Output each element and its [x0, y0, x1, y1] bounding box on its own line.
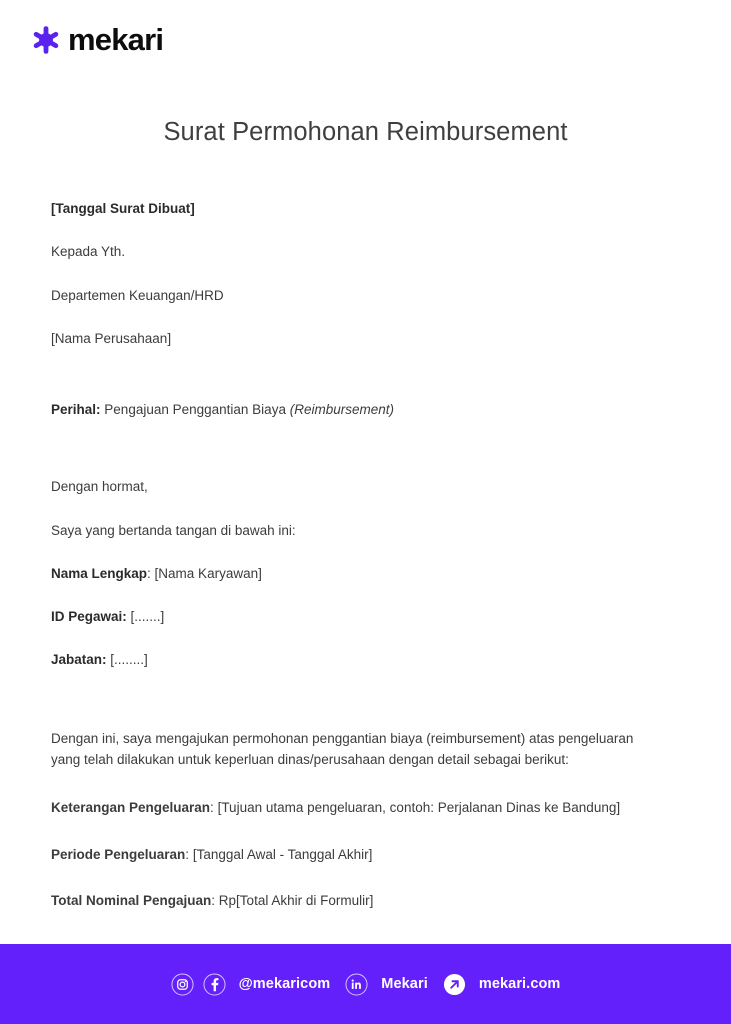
social-handle[interactable]: @mekaricom [238, 976, 331, 992]
subject-text: Pengajuan Penggantian Biaya [104, 402, 286, 417]
detail-label-period: Periode Pengeluaran [51, 846, 186, 862]
identity-label-employee-id: ID Pegawai: [51, 609, 127, 624]
brand-logo [31, 24, 163, 55]
identity-row-name [51, 564, 663, 584]
detail-row-period [51, 844, 659, 866]
letter-subject [51, 400, 663, 420]
brand-wordmark: mekari [68, 22, 164, 57]
arrow-up-right-icon[interactable] [443, 973, 466, 996]
detail-row-description [51, 797, 659, 819]
detail-sep-period: : [185, 846, 193, 862]
detail-value-description: [Tujuan utama pengeluaran, contoh: Perjalanan Dinas ke Bandung] [217, 800, 621, 816]
footer-content [171, 973, 561, 996]
letter-date [51, 199, 663, 219]
linkedin-icon[interactable] [345, 973, 368, 996]
facebook-icon[interactable] [203, 973, 226, 996]
letter-body [51, 199, 663, 937]
identity-row-position [51, 650, 663, 670]
letter-date-text: [Tanggal Surat Dibuat] [51, 201, 195, 216]
letter-department: Departemen Keuangan/HRD [51, 287, 224, 303]
footer-bar [0, 944, 731, 1024]
detail-sep-description: : [210, 800, 218, 816]
identity-value-position: [........] [110, 652, 148, 668]
letter-greeting: Dengan hormat, [51, 479, 148, 495]
letter-intro: Saya yang bertanda tangan di bawah ini: [51, 522, 296, 538]
letter-paragraph: Dengan ini, saya mengajukan permohonan penggantian biaya (reimbursement) atas pengeluaran yang telah dilakukan untuk keperluan dinas/perusahaan dengan detail sebagai berikut: [51, 730, 634, 768]
subject-label: Perihal: [51, 402, 101, 417]
detail-value-period: [Tanggal Awal - Tanggal Akhir] [192, 846, 373, 862]
identity-value-name: [Nama Karyawan] [154, 565, 262, 581]
website-url[interactable]: mekari.com [478, 976, 561, 992]
detail-label-total: Total Nominal Pengajuan [51, 893, 212, 909]
detail-row-total [51, 890, 659, 912]
identity-row-employee-id [51, 607, 663, 627]
identity-sep-name: : [147, 565, 155, 581]
mekari-star-icon [31, 25, 61, 55]
instagram-icon[interactable] [171, 973, 194, 996]
linkedin-name[interactable]: Mekari [381, 976, 428, 992]
detail-value-total: Rp[Total Akhir di Formulir] [218, 893, 374, 909]
detail-sep-total: : [211, 893, 219, 909]
letter-company: [Nama Perusahaan] [51, 330, 172, 346]
page-title: Surat Permohonan Reimbursement [163, 118, 568, 146]
detail-label-description: Keterangan Pengeluaran [51, 800, 211, 816]
subject-italic-text: (Reimbursement) [289, 402, 394, 417]
letter-salutation: Kepada Yth. [51, 244, 126, 260]
identity-value-employee-id: [.......] [130, 609, 165, 624]
identity-label-position: Jabatan: [51, 652, 107, 668]
identity-label-name: Nama Lengkap [51, 565, 148, 581]
